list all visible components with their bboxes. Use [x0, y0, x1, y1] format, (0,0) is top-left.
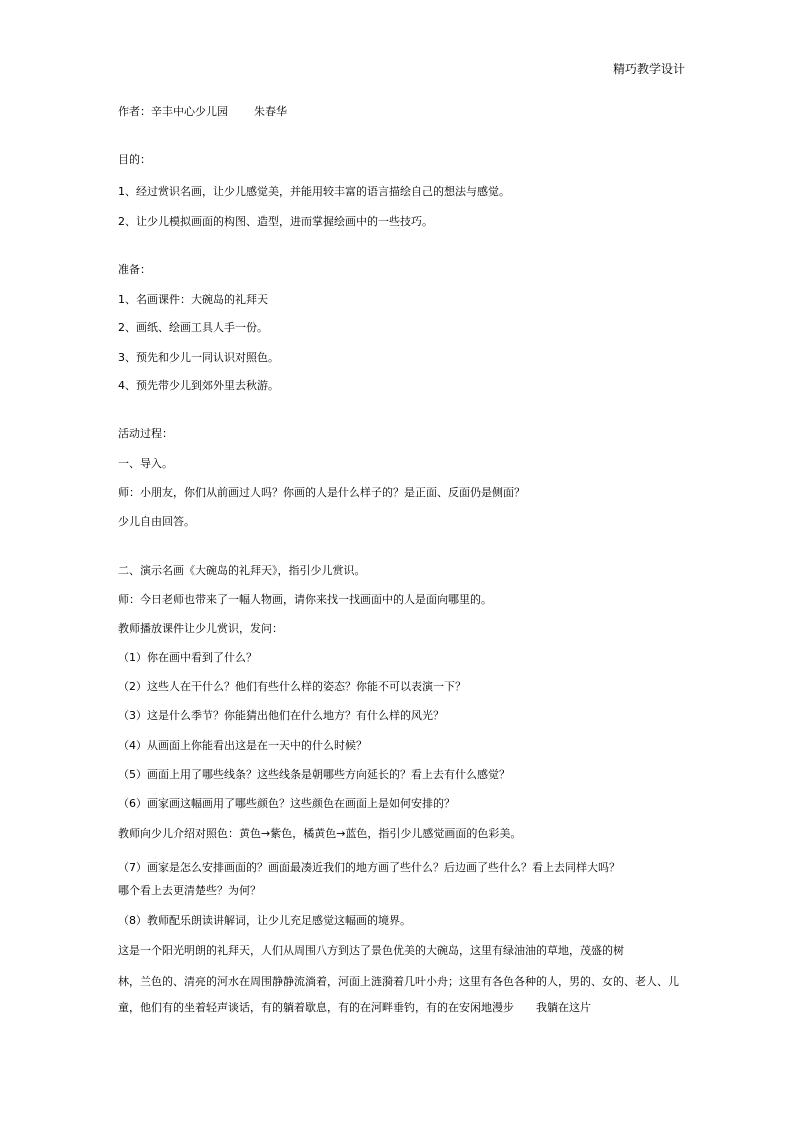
question-3: （3）这是什么季节？你能猜出他们在什么地方？有什么样的风光？ [118, 709, 444, 722]
prep-heading: 准备： [118, 263, 151, 276]
author-line [118, 104, 287, 120]
prep-item-2: 2、画纸、绘画工具人手一份。 [118, 321, 268, 334]
question-1: （1）你在画中看到了什么？ [118, 651, 257, 664]
contrast-colors-note: 教师向少儿介绍对照色：黄色→紫色，橘黄色→蓝色，指引少儿感觉画面的色彩美。 [118, 827, 522, 840]
narration-line-1: 这是一个阳光明朗的礼拜天，人们从周围八方到达了景色优美的大碗岛，这里有绿油油的草地，茂盛的树 [118, 944, 624, 957]
prep-item-4: 4、预先带少儿到郊外里去秋游。 [118, 379, 279, 392]
question-6: （6）画家画这幅画用了哪些颜色？这些颜色在画面上是如何安排的？ [118, 797, 455, 810]
question-8: （8）教师配乐朗读讲解词，让少儿充足感觉这幅画的境界。 [118, 914, 411, 927]
process-heading: 活动过程： [118, 427, 173, 440]
author-name: 朱春华 [254, 105, 287, 118]
question-5: （5）画面上用了哪些线条？这些线条是朝哪些方向延长的？看上去有什么感觉？ [118, 768, 510, 781]
page-header-title: 精巧教学设计 [612, 62, 685, 76]
question-2: （2）这些人在干什么？他们有些什么样的姿态？你能不可以表演一下？ [118, 680, 466, 693]
narration-line-2: 林，兰色的、清亮的河水在周围静静流淌着，河面上涟漪着几叶小舟；这里有各色各种的人，男的、女的、老人、儿 [118, 975, 679, 988]
section1-teacher: 师：小朋友，你们从前画过人吗？你画的人是什么样子的？是正面、反面仍是侧面？ [118, 486, 525, 499]
section2-intro: 教师播放课件让少儿赏识，发问： [118, 622, 283, 635]
goal-item-1: 1、经过赏识名画，让少儿感觉美，并能用较丰富的语言描绘自己的想法与感觉。 [118, 185, 510, 198]
section2-title: 二、演示名画《大碗岛的礼拜天》，指引少儿赏识。 [118, 564, 366, 577]
section1-title: 一、导入。 [118, 457, 173, 470]
question-7: （7）画家是怎么安排画面的？画面最凑近我们的地方画了些什么？后边画了些什么？看上去同样大吗？ [118, 861, 620, 874]
question-7-continued: 哪个看上去更清楚些？为何？ [118, 884, 261, 897]
narration-line-3: 童，他们有的坐着轻声谈话，有的躺着歇息，有的在河畔垂钓，有的在安闲地漫步 我躺在这片 [118, 1001, 591, 1014]
question-4: （4）从画面上你能看出这是在一天中的什么时候？ [118, 739, 367, 752]
goal-item-2: 2、让少儿模拟画面的构图、造型，进而掌握绘画中的一些技巧。 [118, 215, 433, 228]
prep-item-3: 3、预先和少儿一同认识对照色。 [118, 351, 279, 364]
section1-answer: 少儿自由回答。 [118, 515, 195, 528]
section2-teacher: 师：今日老师也带来了一幅人物画，请你来找一找画面中的人是面向哪里的。 [118, 593, 492, 606]
author-label: 作者：辛丰中心少儿园 [118, 105, 228, 118]
prep-item-1: 1、名画课件：大碗岛的礼拜天 [118, 293, 268, 306]
goals-heading: 目的： [118, 153, 151, 166]
